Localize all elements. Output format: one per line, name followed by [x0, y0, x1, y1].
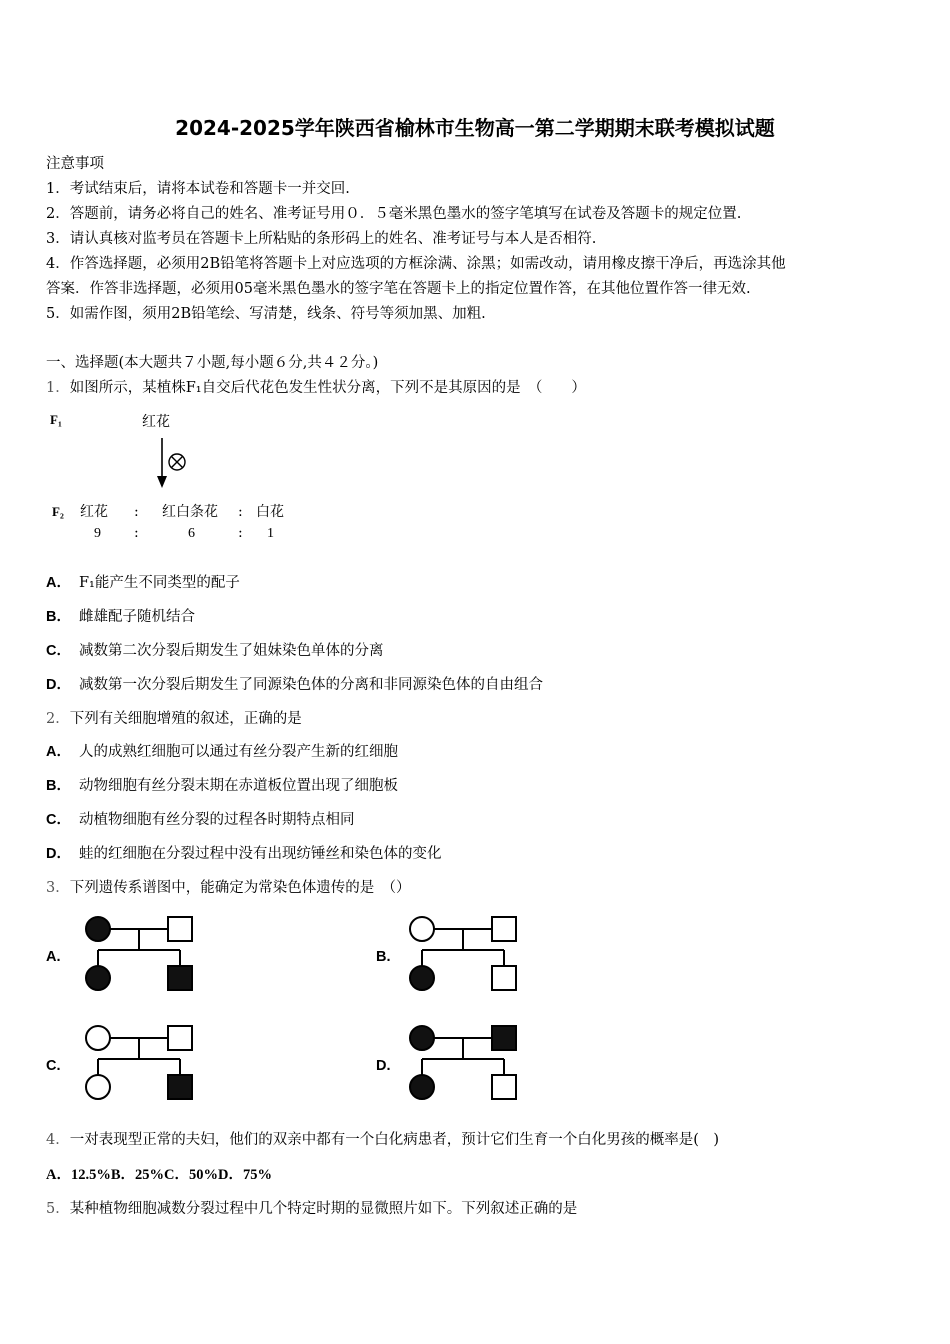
colon: :	[238, 525, 243, 541]
ratio-value: 1	[267, 526, 274, 541]
pedigree-a[interactable]	[80, 910, 200, 996]
option-c[interactable]: C． 动植物细胞有丝分裂的过程各时期特点相同	[46, 812, 355, 828]
pedigree-d[interactable]	[404, 1019, 524, 1105]
question-1	[46, 376, 586, 397]
notice-item: 1．考试结束后，请将本试卷和答题卡一并交回.	[46, 181, 350, 197]
arrow-head	[157, 476, 167, 488]
question-5	[46, 1197, 577, 1218]
option-c[interactable]: C． 减数第二次分裂后期发生了姐妹染色单体的分离	[46, 643, 384, 659]
option-a[interactable]: A． F₁能产生不同类型的配子	[46, 575, 240, 591]
ratio-value: 6	[188, 526, 195, 541]
cross-diagram	[44, 404, 294, 552]
question-3	[46, 876, 410, 897]
colon: :	[134, 504, 139, 520]
f2-phenotype: 红花	[80, 504, 108, 520]
question-stem: 某种植物细胞减数分裂过程中几个特定时期的显微照片如下。下列叙述正确的是	[69, 1201, 578, 1217]
f1-label: F₁	[50, 412, 62, 427]
f1-phenotype: 红花	[142, 414, 170, 430]
question-stem: 下列遗传系谱图中，能确定为常染色体遗传的是 （）	[69, 880, 411, 896]
f2-phenotype: 白花	[256, 504, 284, 520]
question-number: 3．	[46, 880, 70, 896]
option-c-label[interactable]: C.	[46, 1058, 61, 1074]
question-4	[46, 1128, 719, 1149]
section-heading: 一、选择题(本大题共７小题,每小题６分,共４２分。)	[46, 355, 379, 371]
pedigree-b[interactable]	[404, 910, 524, 996]
option-b-label[interactable]: B.	[376, 949, 391, 965]
option-d[interactable]: D． 减数第一次分裂后期发生了同源染色体的分离和非同源染色体的自由组合	[46, 677, 543, 693]
question-stem: 一对表现型正常的夫妇，他们的双亲中都有一个白化病患者，预计它们生育一个白化男孩的概率是( )	[69, 1132, 720, 1148]
option-b[interactable]: B． 动物细胞有丝分裂末期在赤道板位置出现了细胞板	[46, 778, 398, 794]
question-number: 1．	[46, 380, 70, 396]
pedigree-c[interactable]	[80, 1019, 200, 1105]
option-a[interactable]: A． 人的成熟红细胞可以通过有丝分裂产生新的红细胞	[46, 744, 398, 760]
question-number: 5．	[46, 1201, 70, 1217]
f2-phenotype: 红白条花	[162, 504, 218, 520]
question-number: 4．	[46, 1132, 70, 1148]
option-d-label[interactable]: D.	[376, 1058, 391, 1074]
question-stem: 如图所示，某植株F₁自交后代花色发生性状分离，下列不是其原因的是 （ ）	[69, 380, 586, 396]
option-d[interactable]: D． 蛙的红细胞在分裂过程中没有出现纺锤丝和染色体的变化	[46, 846, 442, 862]
colon: :	[238, 504, 243, 520]
notice-item: 2．答题前，请务必将自己的姓名、准考证号用０．５毫米黑色墨水的签字笔填写在试卷及答题卡的规定位置.	[46, 206, 742, 222]
question-stem: 下列有关细胞增殖的叙述，正确的是	[69, 711, 302, 727]
ratio-value: 9	[94, 526, 101, 541]
option-b[interactable]: B． 雌雄配子随机结合	[46, 609, 195, 625]
notice-item: 4．作答选择题，必须用2B铅笔将答题卡上对应选项的方框涂满、涂黑；如需改动，请用橡皮擦干净后，再选涂其他	[46, 256, 786, 272]
option-a-label[interactable]: A.	[46, 949, 61, 965]
notice-item: 3．请认真核对监考员在答题卡上所粘贴的条形码上的姓名、准考证号与本人是否相符.	[46, 231, 597, 247]
f2-label: F₂	[52, 504, 64, 519]
notice-item: 5．如需作图，须用2B铅笔绘、写清楚，线条、符号等须加黑、加粗.	[46, 306, 486, 322]
notice-item: 答案．作答非选择题，必须用05毫米黑色墨水的签字笔在答题卡上的指定位置作答，在其他位置作答一律无效.	[46, 281, 751, 297]
question-4-options[interactable]: A．12.5%B．25%C．50%D．75%	[46, 1167, 272, 1183]
notice-heading: 注意事项	[46, 156, 104, 172]
question-2	[46, 707, 302, 728]
colon: :	[134, 525, 139, 541]
question-number: 2．	[46, 711, 70, 727]
page-title: 2024-2025学年陕西省榆林市生物高一第二学期期末联考模拟试题	[175, 116, 775, 140]
